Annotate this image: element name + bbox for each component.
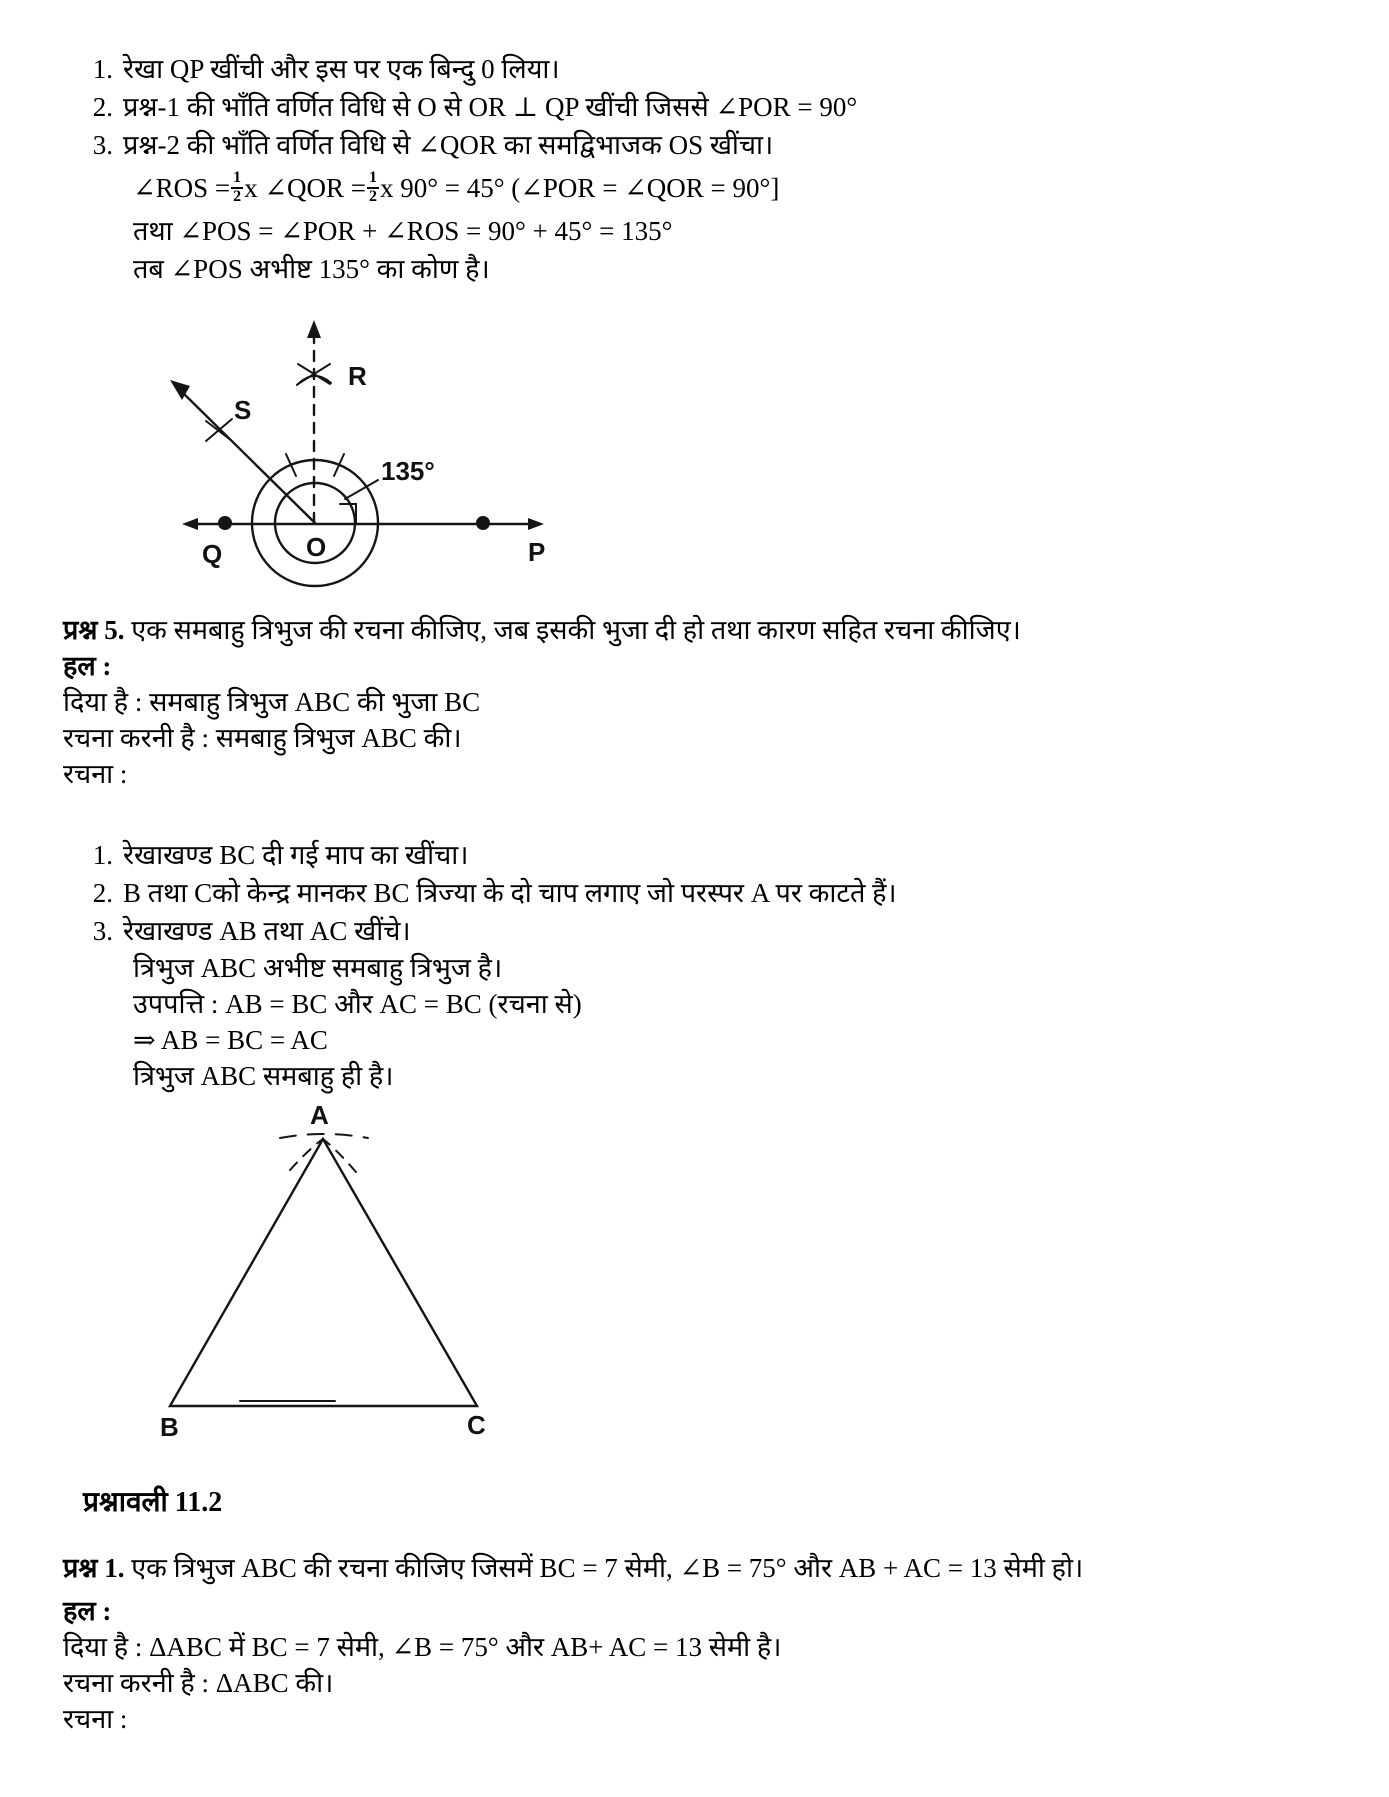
to-construct-line: रचना करनी है : ΔABC की। (63, 1668, 334, 1698)
proof-line: उपपत्ति : AB = BC और AC = BC (रचना से) (133, 989, 582, 1019)
step-text: रेखाखण्ड BC दी गई माप का खींचा। (123, 840, 469, 870)
given-line: दिया है : समबाहु त्रिभुज ABC की भुजा BC (63, 687, 481, 717)
label-angle-135: 135° (381, 456, 435, 486)
step-text: रेखाखण्ड AB तथा AC खींचे। (123, 916, 411, 946)
question-5-label: प्रश्न 5. (63, 615, 125, 645)
point-Q-dot (218, 516, 232, 530)
fraction-denominator: 2 (233, 188, 242, 205)
question-1-text: एक त्रिभुज ABC की रचना कीजिए जिसमें BC = 7 सेमी, ∠B = 75° और AB + AC = 13 सेमी हो। (131, 1553, 1084, 1583)
solution-heading: हल : (63, 651, 112, 681)
step-item (81, 836, 1349, 874)
formula-seg: x ∠QOR = (244, 173, 366, 203)
step-item (81, 88, 1349, 126)
proof-line: ⇒ AB = BC = AC (133, 1025, 328, 1055)
question-5-line (63, 612, 1349, 648)
fraction-denominator: 2 (368, 188, 377, 205)
step-number: 3. (92, 130, 113, 160)
proof-block (63, 950, 1349, 1094)
proof-line: त्रिभुज ABC समबाहु ही है। (133, 1061, 394, 1091)
step-item (81, 126, 1349, 164)
R-cross-mark (298, 364, 330, 384)
step-number: 3. (92, 916, 113, 946)
step-number: 1. (92, 840, 113, 870)
label-R: R (348, 361, 367, 391)
proof-line: त्रिभुज ABC अभीष्ट समबाहु त्रिभुज है। (133, 953, 503, 983)
step-number: 2. (92, 878, 113, 908)
label-Q: Q (202, 539, 223, 569)
construction-steps-top (81, 50, 1349, 164)
step-text: रेखा QP खींची और इस पर एक बिन्दु 0 लिया। (123, 54, 560, 84)
fraction (231, 170, 243, 206)
fraction-numerator: 1 (231, 170, 243, 189)
step-text: B तथा Cको केन्द्र मानकर BC त्रिज्या के दो चाप लगाए जो परस्पर A पर काटते हैं। (123, 878, 897, 908)
label-P: P (528, 537, 546, 567)
triangle-ABC (170, 1139, 477, 1406)
equilateral-triangle-diagram (140, 1098, 500, 1443)
apex-arc-horizontal (280, 1134, 368, 1138)
ray-OR-arrowhead (307, 320, 321, 338)
fraction-numerator: 1 (367, 170, 379, 189)
label-B: B (160, 1412, 179, 1442)
step-number: 2. (92, 92, 113, 122)
fraction (367, 170, 379, 206)
label-C: C (467, 1410, 486, 1440)
angle-construction-diagram (140, 290, 570, 590)
step-item (81, 50, 1349, 88)
to-construct-line: रचना करनी है : समबाहु त्रिभुज ABC की। (63, 723, 462, 753)
question-5-text: एक समबाहु त्रिभुज की रचना कीजिए, जब इसकी भुजा दी हो तथा कारण सहित रचना कीजिए। (131, 615, 1021, 645)
step-number: 1. (92, 54, 113, 84)
label-O: O (306, 532, 327, 562)
S-cross-mark (206, 419, 232, 441)
formula-seg: ∠ROS = (133, 173, 231, 203)
question-1-block (63, 1549, 1349, 1737)
angle-sum-line: तथा ∠POS = ∠POR + ∠ROS = 90° + 45° = 135° (133, 216, 673, 246)
exercise-title: प्रश्नावली 11.2 (83, 1487, 223, 1518)
question-5-block (63, 612, 1349, 792)
question-1-label: प्रश्न 1. (63, 1553, 125, 1583)
point-P-dot (476, 516, 490, 530)
question-1-line (63, 1549, 1349, 1587)
right-arrowhead (528, 518, 544, 530)
step-text: प्रश्न-1 की भाँति वर्णित विधि से O से OR ⊥ QP खींची जिससे ∠POR = 90° (123, 92, 858, 122)
angle-result-line: तब ∠POS अभीष्ट 135° का कोण है। (133, 254, 490, 284)
step-item (81, 912, 1349, 950)
label-A: A (310, 1100, 329, 1130)
construction-steps-q5 (81, 836, 1349, 950)
step-text: प्रश्न-2 की भाँति वर्णित विधि से ∠QOR का समद्विभाजक OS खींचा। (123, 130, 774, 160)
label-S: S (234, 395, 252, 425)
apex-arc-left (290, 1139, 323, 1170)
solution-heading: हल : (63, 1596, 112, 1626)
angle-formula (133, 164, 1349, 212)
step-item (81, 874, 1349, 912)
left-arrowhead (182, 518, 198, 530)
formula-seg: x 90° = 45° (∠POR = ∠QOR = 90°] (379, 173, 780, 203)
construction-heading: रचना : (63, 1704, 128, 1734)
given-line: दिया है : ΔABC में BC = 7 सेमी, ∠B = 75° और AB+ AC = 13 सेमी है। (63, 1632, 782, 1662)
construction-heading: रचना : (63, 759, 128, 789)
